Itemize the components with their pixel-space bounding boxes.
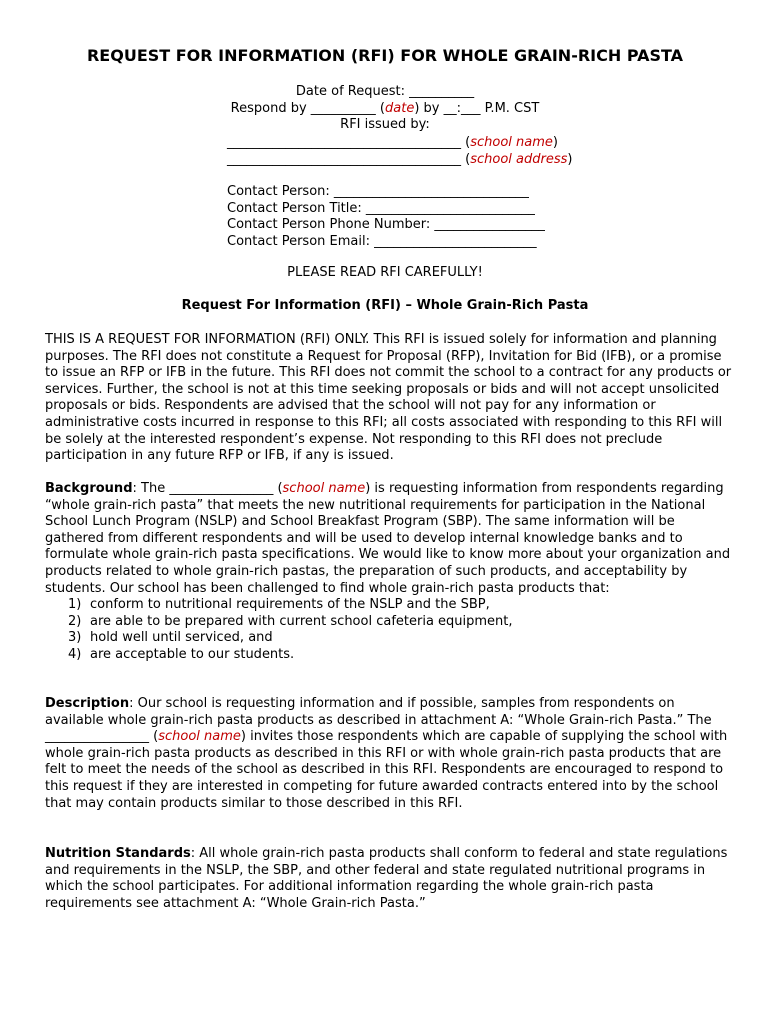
- respond-by-date-label: date: [385, 100, 415, 116]
- date-of-request: Date of Request: __________: [295, 84, 475, 99]
- school-name-line: [227, 135, 572, 152]
- description-label: Description: [45, 696, 130, 711]
- respond-by-line: [0, 101, 770, 118]
- contact-block: [227, 184, 545, 250]
- list-text: conform to nutritional requirements of the NSLP and the SBP,: [90, 597, 490, 613]
- read-carefully-notice: PLEASE READ RFI CAREFULLY!: [287, 265, 483, 280]
- background-text-pre: : The ________________ (: [132, 481, 283, 496]
- school-address-line: [227, 152, 572, 169]
- list-number: 2): [68, 613, 82, 629]
- school-name-label: school name: [470, 135, 553, 150]
- list-item: [68, 630, 735, 647]
- description-text-post: ) invites those respondents which are capable of supplying the school with whole grain-rich pasta products as described in this RFI or with whole grain-rich pasta products that are felt to meet the needs of the school as described in this RFI. Respondents are encouraged to respond to this request if they are interested in competing for future awarded contracts entered into by the school that may contain products similar to those described in this RFI.: [45, 729, 728, 811]
- school-name-blank: ____________________________________ (: [227, 135, 471, 150]
- nutrition-paragraph: [45, 846, 735, 912]
- respond-by-suffix: ) by __:___ P.M. CST: [414, 100, 540, 116]
- school-address-close: ): [567, 151, 573, 167]
- list-text: are able to be prepared with current school cafeteria equipment,: [90, 613, 513, 629]
- list-item: [68, 613, 735, 631]
- page-title: REQUEST FOR INFORMATION (RFI) FOR WHOLE GRAIN-RICH PASTA: [86, 46, 684, 65]
- background-label: Background: [45, 481, 133, 496]
- request-header: [0, 84, 770, 134]
- background-paragraph: [45, 481, 735, 597]
- contact-person-phone: Contact Person Phone Number: _________________: [227, 217, 545, 233]
- list-item: [68, 646, 735, 664]
- description-paragraph: [45, 696, 735, 812]
- background-section: [45, 481, 735, 664]
- list-number: 3): [68, 630, 82, 646]
- rfi-issued-by: RFI issued by:: [340, 117, 430, 133]
- section-subtitle: Request For Information (RFI) – Whole Grain-Rich Pasta: [181, 298, 589, 313]
- school-name-close: ): [552, 135, 558, 150]
- requirements-list: [45, 597, 735, 663]
- list-text: are acceptable to our students.: [90, 646, 295, 662]
- contact-person-title: Contact Person Title: __________________________: [227, 200, 535, 216]
- nutrition-label: Nutrition Standards: [45, 846, 191, 861]
- background-school-name: school name: [282, 481, 366, 496]
- description-school-name: school name: [158, 729, 241, 745]
- list-number: 4): [68, 646, 82, 662]
- school-address-block: [227, 135, 572, 168]
- background-text-post: ) is requesting information from respondents regarding “whole grain-rich pasta” that meets the new nutritional requirements for participation in the National School Lunch Program (NSLP) and School Breakfast Program (SBP). The same information will be gathered from different respondents and will be used to develop internal knowledge banks and to formulate whole grain-rich pasta specifications. We would like to know more about your organization and products related to whole grain-rich pastas, the preparation of such products, and acceptability by students. Our school has been challenged to find whole grain-rich pasta products that:: [45, 481, 731, 596]
- contact-person: Contact Person: ______________________________: [227, 184, 529, 199]
- list-item: [68, 597, 735, 614]
- intro-paragraph: THIS IS A REQUEST FOR INFORMATION (RFI) ONLY. This RFI is issued solely for information and planning purposes. The RFI does not constitute a Request for Proposal (RFP), Invitation for Bid (IFB), or a promise to issue an RFP or IFB in the future. This RFI does not commit the school to a contract for any products or services. Further, the school is not at this time seeking proposals or bids and will not accept unsolicited proposals or bids. Respondents are advised that the school will not pay for any information or administrative costs incurred in response to this RFI; all costs associated with responding to this RFI will be solely at the interested respondent’s expense. Not responding to this RFI does not preclude participation in any future RFP or IFB, if any is issued.: [45, 332, 732, 464]
- respond-by-prefix: Respond by __________ (: [230, 100, 385, 116]
- school-address-label: school address: [470, 151, 568, 167]
- description-text-pre: : Our school is requesting information and if possible, samples from respondents on available whole grain-rich pasta products as described in attachment A: “Whole Grain-rich Pasta.” The ________________ (: [45, 696, 712, 745]
- school-address-blank: ____________________________________ (: [227, 151, 471, 167]
- contact-person-email: Contact Person Email: _________________________: [227, 233, 537, 249]
- list-number: 1): [68, 597, 82, 613]
- list-text: hold well until serviced, and: [90, 630, 273, 646]
- nutrition-text: : All whole grain-rich pasta products shall conform to federal and state regulations and requirements in the NSLP, the SBP, and other federal and state regulated nutritional programs in which the school participates. For additional information regarding the whole grain-rich pasta requirements see attachment A: “Whole Grain-rich Pasta.”: [45, 846, 728, 911]
